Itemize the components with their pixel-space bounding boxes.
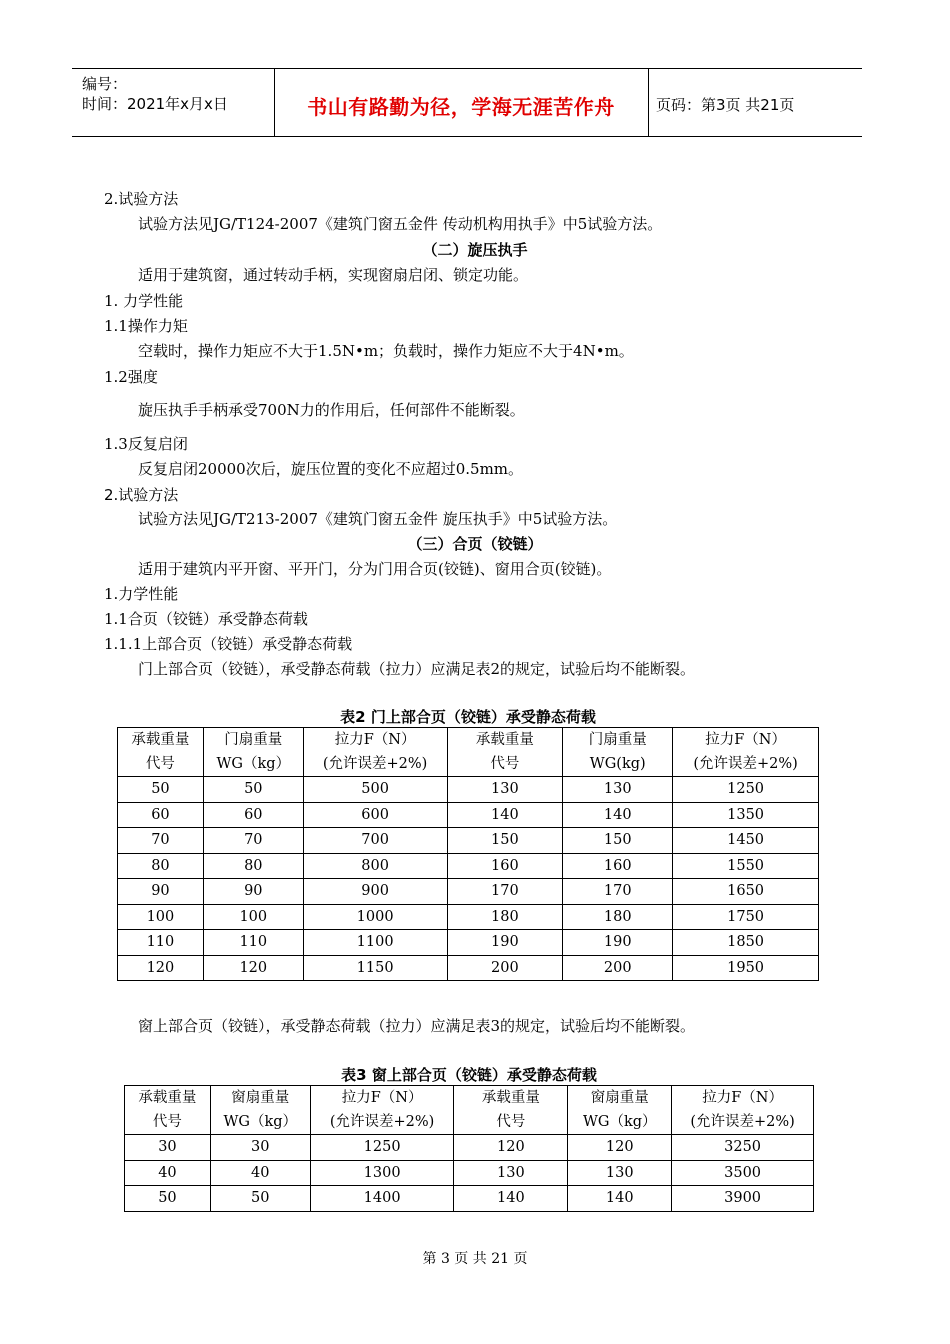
paragraph: 试验方法见JG/T213-2007《建筑门窗五金件 旋压执手》中5试验方法。 xyxy=(138,510,618,528)
table2-cell: 100 xyxy=(118,904,204,930)
subsection-title: （三）合页（铰链） xyxy=(407,535,543,553)
table2-caption: 表2 门上部合页（铰链）承受静态荷载 xyxy=(340,708,596,726)
table2-cell: 140 xyxy=(563,802,673,828)
table3-header-cell: 承载重量 代号 xyxy=(125,1086,211,1135)
table2-header-cell: 拉力F（N） (允许误差+2%) xyxy=(303,728,447,777)
header-motto-cell xyxy=(274,69,649,136)
table3-caption: 表3 窗上部合页（铰链）承受静态荷载 xyxy=(341,1066,597,1084)
table2-row xyxy=(118,955,819,981)
subsection-title: （二）旋压执手 xyxy=(422,241,528,259)
section-heading: 1.1操作力矩 xyxy=(104,317,188,335)
table3-header-cell: 窗扇重量 WG（kg） xyxy=(568,1086,672,1135)
table2-cell: 1250 xyxy=(673,777,819,803)
table2-cell: 1650 xyxy=(673,879,819,905)
table2-cell: 150 xyxy=(447,828,563,854)
table2-cell: 190 xyxy=(447,930,563,956)
table2-cell: 50 xyxy=(118,777,204,803)
table2-cell: 160 xyxy=(563,853,673,879)
table2 xyxy=(117,727,819,981)
table2-cell: 190 xyxy=(563,930,673,956)
table2-cell: 110 xyxy=(203,930,303,956)
table2-cell: 120 xyxy=(118,955,204,981)
table2-cell: 1000 xyxy=(303,904,447,930)
table2-cell: 170 xyxy=(563,879,673,905)
paragraph: 旋压执手手柄承受700N力的作用后，任何部件不能断裂。 xyxy=(138,401,525,419)
table2-cell: 1550 xyxy=(673,853,819,879)
table2-cell: 180 xyxy=(563,904,673,930)
table2-row xyxy=(118,879,819,905)
paragraph: 反复启闭20000次后，旋压位置的变化不应超过0.5mm。 xyxy=(138,460,524,478)
table2-cell: 90 xyxy=(203,879,303,905)
table3-cell: 140 xyxy=(454,1186,568,1212)
table2-cell: 140 xyxy=(447,802,563,828)
table2-cell: 700 xyxy=(303,828,447,854)
table2-row xyxy=(118,802,819,828)
table2-cell: 1750 xyxy=(673,904,819,930)
table2-row xyxy=(118,930,819,956)
table2-header-cell: 承载重量 代号 xyxy=(447,728,563,777)
document-number-label: 编号： xyxy=(82,75,128,93)
table2-cell: 1350 xyxy=(673,802,819,828)
table2-cell: 160 xyxy=(447,853,563,879)
section-heading: 1.1.1上部合页（铰链）承受静态荷载 xyxy=(104,635,353,653)
section-heading: 1.1合页（铰链）承受静态荷载 xyxy=(104,610,308,628)
table2-cell: 50 xyxy=(203,777,303,803)
table2-cell: 150 xyxy=(563,828,673,854)
table2-cell: 120 xyxy=(203,955,303,981)
table3-cell: 3500 xyxy=(672,1160,814,1186)
table3-cell: 130 xyxy=(568,1160,672,1186)
table2-cell: 130 xyxy=(447,777,563,803)
table3-cell: 120 xyxy=(454,1135,568,1161)
paragraph: 试验方法见JG/T124-2007《建筑门窗五金件 传动机构用执手》中5试验方法。 xyxy=(138,215,663,233)
table3-cell: 30 xyxy=(125,1135,211,1161)
table3-cell: 140 xyxy=(568,1186,672,1212)
section-heading: 1.3反复启闭 xyxy=(104,435,188,453)
section-heading: 2.试验方法 xyxy=(104,486,179,504)
table3-cell: 40 xyxy=(210,1160,310,1186)
table2-cell: 1850 xyxy=(673,930,819,956)
table3-header-row xyxy=(125,1086,814,1135)
table2-cell: 900 xyxy=(303,879,447,905)
table2-cell: 110 xyxy=(118,930,204,956)
table3-header-cell: 拉力F（N） (允许误差+2%) xyxy=(310,1086,454,1135)
table2-row xyxy=(118,777,819,803)
table2-cell: 1450 xyxy=(673,828,819,854)
table2-cell: 90 xyxy=(118,879,204,905)
table2-cell: 170 xyxy=(447,879,563,905)
table2-cell: 200 xyxy=(563,955,673,981)
paragraph: 空载时，操作力矩应不大于1.5N•m；负载时，操作力矩应不大于4N•m。 xyxy=(138,342,634,360)
table3-cell: 120 xyxy=(568,1135,672,1161)
table2-cell: 180 xyxy=(447,904,563,930)
table2-cell: 100 xyxy=(203,904,303,930)
table2-header-cell: 门扇重量 WG（kg） xyxy=(203,728,303,777)
paragraph: 适用于建筑窗，通过转动手柄，实现窗扇启闭、锁定功能。 xyxy=(138,266,529,284)
table2-cell: 70 xyxy=(118,828,204,854)
table3-cell: 3250 xyxy=(672,1135,814,1161)
table3-row xyxy=(125,1135,814,1161)
table3-cell: 30 xyxy=(210,1135,310,1161)
paragraph: 门上部合页（铰链），承受静态荷载（拉力）应满足表2的规定，试验后均不能断裂。 xyxy=(138,660,696,678)
table2-header-row xyxy=(118,728,819,777)
table2-cell: 60 xyxy=(118,802,204,828)
page-footer: 第 3 页 共 21 页 xyxy=(422,1251,528,1267)
document-time-label: 时间：2021年x月x日 xyxy=(82,95,228,113)
table2-cell: 130 xyxy=(563,777,673,803)
table2-row xyxy=(118,853,819,879)
table2-cell: 800 xyxy=(303,853,447,879)
paragraph: 适用于建筑内平开窗、平开门，分为门用合页(铰链)、窗用合页(铰链)。 xyxy=(138,560,612,578)
table3-row xyxy=(125,1160,814,1186)
header-meta xyxy=(72,69,275,136)
section-heading: 1. 力学性能 xyxy=(104,292,184,310)
table2-cell: 200 xyxy=(447,955,563,981)
table2-cell: 1150 xyxy=(303,955,447,981)
table2-header-cell: 承载重量 代号 xyxy=(118,728,204,777)
table3-cell: 1400 xyxy=(310,1186,454,1212)
table3-cell: 50 xyxy=(210,1186,310,1212)
table2-cell: 60 xyxy=(203,802,303,828)
table2-header-cell: 拉力F（N） (允许误差+2%) xyxy=(673,728,819,777)
table2-cell: 1950 xyxy=(673,955,819,981)
section-heading: 1.2强度 xyxy=(104,368,158,386)
header-motto: 书山有路勤为径，学海无涯苦作舟 xyxy=(307,95,615,119)
table2-cell: 1100 xyxy=(303,930,447,956)
table2-cell: 600 xyxy=(303,802,447,828)
table3-cell: 50 xyxy=(125,1186,211,1212)
table3-header-cell: 窗扇重量 WG（kg） xyxy=(210,1086,310,1135)
table3-cell: 130 xyxy=(454,1160,568,1186)
table2-cell: 500 xyxy=(303,777,447,803)
paragraph: 窗上部合页（铰链），承受静态荷载（拉力）应满足表3的规定，试验后均不能断裂。 xyxy=(138,1017,696,1035)
table2-cell: 70 xyxy=(203,828,303,854)
table2-header-cell: 门扇重量 WG(kg) xyxy=(563,728,673,777)
section-heading: 1.力学性能 xyxy=(104,585,179,603)
table3-cell: 3900 xyxy=(672,1186,814,1212)
header-page-cell xyxy=(648,69,862,136)
table2-row xyxy=(118,904,819,930)
table2-cell: 80 xyxy=(203,853,303,879)
page-header xyxy=(72,68,862,137)
table2-row xyxy=(118,828,819,854)
table3-cell: 1250 xyxy=(310,1135,454,1161)
table2-cell: 80 xyxy=(118,853,204,879)
table3-cell: 40 xyxy=(125,1160,211,1186)
table3-cell: 1300 xyxy=(310,1160,454,1186)
table3-header-cell: 拉力F（N） (允许误差+2%) xyxy=(672,1086,814,1135)
header-page-number: 页码：第3页 共21页 xyxy=(656,96,795,114)
table3-row xyxy=(125,1186,814,1212)
section-heading: 2.试验方法 xyxy=(104,190,179,208)
table3-header-cell: 承载重量 代号 xyxy=(454,1086,568,1135)
table3 xyxy=(124,1085,814,1212)
